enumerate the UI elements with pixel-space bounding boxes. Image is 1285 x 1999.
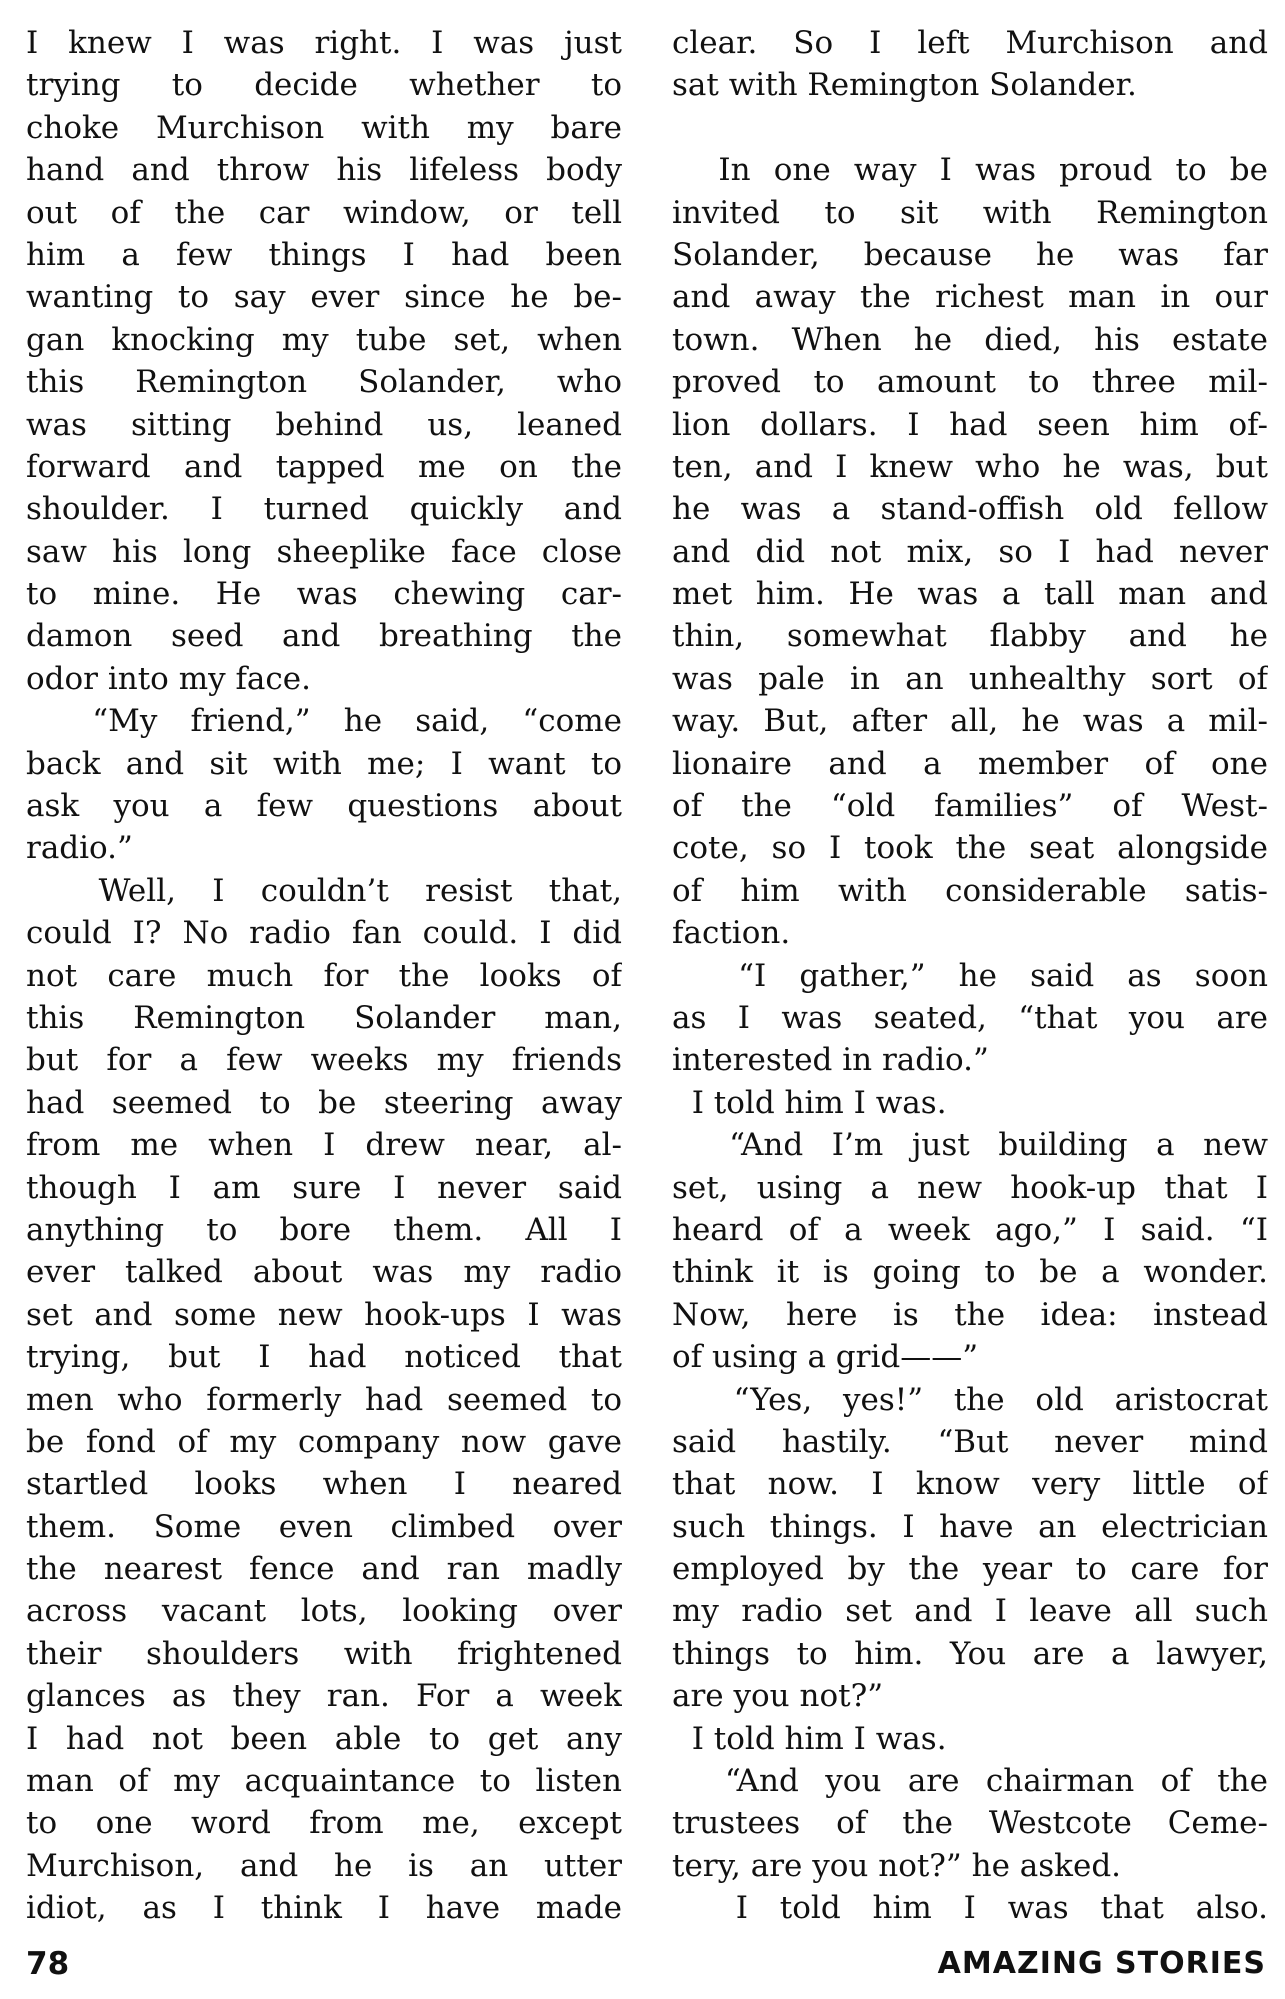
text-line: idiot, as I think I have made — [26, 1890, 622, 1927]
text-line: forward and tapped me on the — [26, 448, 622, 485]
text-line: to mine. He was chewing car- — [26, 576, 622, 613]
text-line: town. When he died, his estate — [672, 321, 1268, 358]
text-line: way. But, after all, he was a mil- — [672, 703, 1268, 740]
text-line: I told him I was that also. — [672, 1890, 1268, 1927]
text-line: shoulder. I turned quickly and — [26, 491, 622, 528]
text-line: to one word from me, except — [26, 1805, 622, 1842]
text-line: Murchison, and he is an utter — [26, 1847, 622, 1884]
text-line: “Yes, yes!” the old aristocrat — [672, 1381, 1268, 1418]
text-line: said hastily. “But never mind — [672, 1423, 1268, 1460]
text-line: “And you are chairman of the — [672, 1763, 1268, 1800]
text-line: this Remington Solander man, — [26, 999, 622, 1036]
text-line: I told him I was. — [672, 1084, 947, 1121]
text-line: of using a grid——” — [672, 1339, 979, 1376]
text-line: set, using a new hook-up that I — [672, 1169, 1268, 1206]
text-line: startled looks when I neared — [26, 1466, 622, 1503]
text-line: ten, and I knew who he was, but — [672, 448, 1268, 485]
text-line: set and some new hook-ups I was — [26, 1296, 622, 1333]
text-line: and did not mix, so I had never — [672, 533, 1268, 570]
text-line: but for a few weeks my friends — [26, 1042, 622, 1079]
text-line: not care much for the looks of — [26, 957, 622, 994]
text-line: such things. I have an electrician — [672, 1508, 1268, 1545]
text-line: my radio set and I leave all such — [672, 1593, 1268, 1630]
text-line: trying to decide whether to — [26, 67, 622, 104]
paragraph-gap — [672, 107, 1268, 149]
text-line: things to him. You are a lawyer, — [672, 1635, 1268, 1672]
text-line: interested in radio.” — [672, 1042, 989, 1079]
text-line: was pale in an unhealthy sort of — [672, 660, 1268, 697]
text-line: trustees of the Westcote Ceme- — [672, 1805, 1268, 1842]
text-line: I had not been able to get any — [26, 1720, 622, 1757]
text-line: radio.” — [26, 830, 133, 867]
text-line: men who formerly had seemed to — [26, 1381, 622, 1418]
text-line: could I? No radio fan could. I did — [26, 915, 622, 952]
text-line: him a few things I had been — [26, 236, 622, 273]
text-line: ever talked about was my radio — [26, 1254, 622, 1291]
text-line: are you not?” — [672, 1678, 884, 1715]
text-line: man of my acquaintance to listen — [26, 1763, 622, 1800]
text-line: saw his long sheeplike face close — [26, 533, 622, 570]
text-line: “My friend,” he said, “come — [26, 703, 622, 740]
text-line: lion dollars. I had seen him of- — [672, 406, 1268, 443]
text-line: and away the richest man in our — [672, 279, 1268, 316]
text-line: damon seed and breathing the — [26, 618, 622, 655]
text-line: gan knocking my tube set, when — [26, 321, 622, 358]
page-footer — [26, 1944, 1266, 1984]
text-line: had seemed to be steering away — [26, 1084, 622, 1121]
text-line: “I gather,” he said as soon — [672, 957, 1268, 994]
right-text-column — [672, 22, 1268, 1930]
text-line: I told him I was. — [672, 1720, 947, 1757]
text-line: he was a stand-offish old fellow — [672, 491, 1268, 528]
text-line: this Remington Solander, who — [26, 364, 622, 401]
text-line: across vacant lots, looking over — [26, 1593, 622, 1630]
text-line: tery, are you not?” he asked. — [672, 1847, 1122, 1884]
text-line: odor into my face. — [26, 660, 311, 697]
text-line: heard of a week ago,” I said. “I — [672, 1211, 1268, 1248]
text-line: of him with considerable satis- — [672, 872, 1268, 909]
text-line: think it is going to be a wonder. — [672, 1254, 1268, 1291]
text-line: Solander, because he was far — [672, 236, 1268, 273]
left-text-column — [26, 22, 622, 1930]
text-line: back and sit with me; I want to — [26, 745, 622, 782]
text-line: out of the car window, or tell — [26, 194, 622, 231]
text-line: employed by the year to care for — [672, 1551, 1268, 1588]
page-number: 78 — [26, 1946, 70, 1982]
text-line: clear. So I left Murchison and — [672, 25, 1268, 61]
text-line: proved to amount to three mil- — [672, 364, 1268, 401]
text-line: faction. — [672, 915, 791, 952]
text-line: lionaire and a member of one — [672, 745, 1268, 782]
text-line: though I am sure I never said — [26, 1169, 622, 1206]
text-line: invited to sit with Remington — [672, 194, 1268, 231]
text-line: their shoulders with frightened — [26, 1635, 622, 1672]
text-line: sat with Remington Solander. — [672, 67, 1137, 104]
magazine-name: AMAZING STORIES — [937, 1946, 1266, 1981]
text-line: In one way I was proud to be — [672, 152, 1268, 189]
text-line: be fond of my company now gave — [26, 1423, 622, 1460]
text-line: of the “old families” of West- — [672, 788, 1268, 825]
text-line: glances as they ran. For a week — [26, 1678, 622, 1715]
text-line: the nearest fence and ran madly — [26, 1551, 622, 1588]
text-line: ask you a few questions about — [26, 788, 622, 825]
text-line: that now. I know very little of — [672, 1466, 1268, 1503]
text-line: I knew I was right. I was just — [26, 25, 622, 61]
text-line: met him. He was a tall man and — [672, 576, 1268, 613]
text-line: trying, but I had noticed that — [26, 1339, 622, 1376]
text-line: from me when I drew near, al- — [26, 1127, 622, 1164]
text-line: was sitting behind us, leaned — [26, 406, 622, 443]
text-line: wanting to say ever since he be- — [26, 279, 622, 316]
text-line: Well, I couldn’t resist that, — [26, 872, 622, 909]
text-line: Now, here is the idea: instead — [672, 1296, 1268, 1333]
text-line: thin, somewhat flabby and he — [672, 618, 1268, 655]
text-line: choke Murchison with my bare — [26, 109, 622, 146]
text-line: as I was seated, “that you are — [672, 999, 1268, 1036]
text-line: “And I’m just building a new — [672, 1127, 1268, 1164]
text-line: anything to bore them. All I — [26, 1211, 622, 1248]
text-line: hand and throw his lifeless body — [26, 152, 622, 189]
text-line: them. Some even climbed over — [26, 1508, 622, 1545]
text-line: cote, so I took the seat alongside — [672, 830, 1268, 867]
